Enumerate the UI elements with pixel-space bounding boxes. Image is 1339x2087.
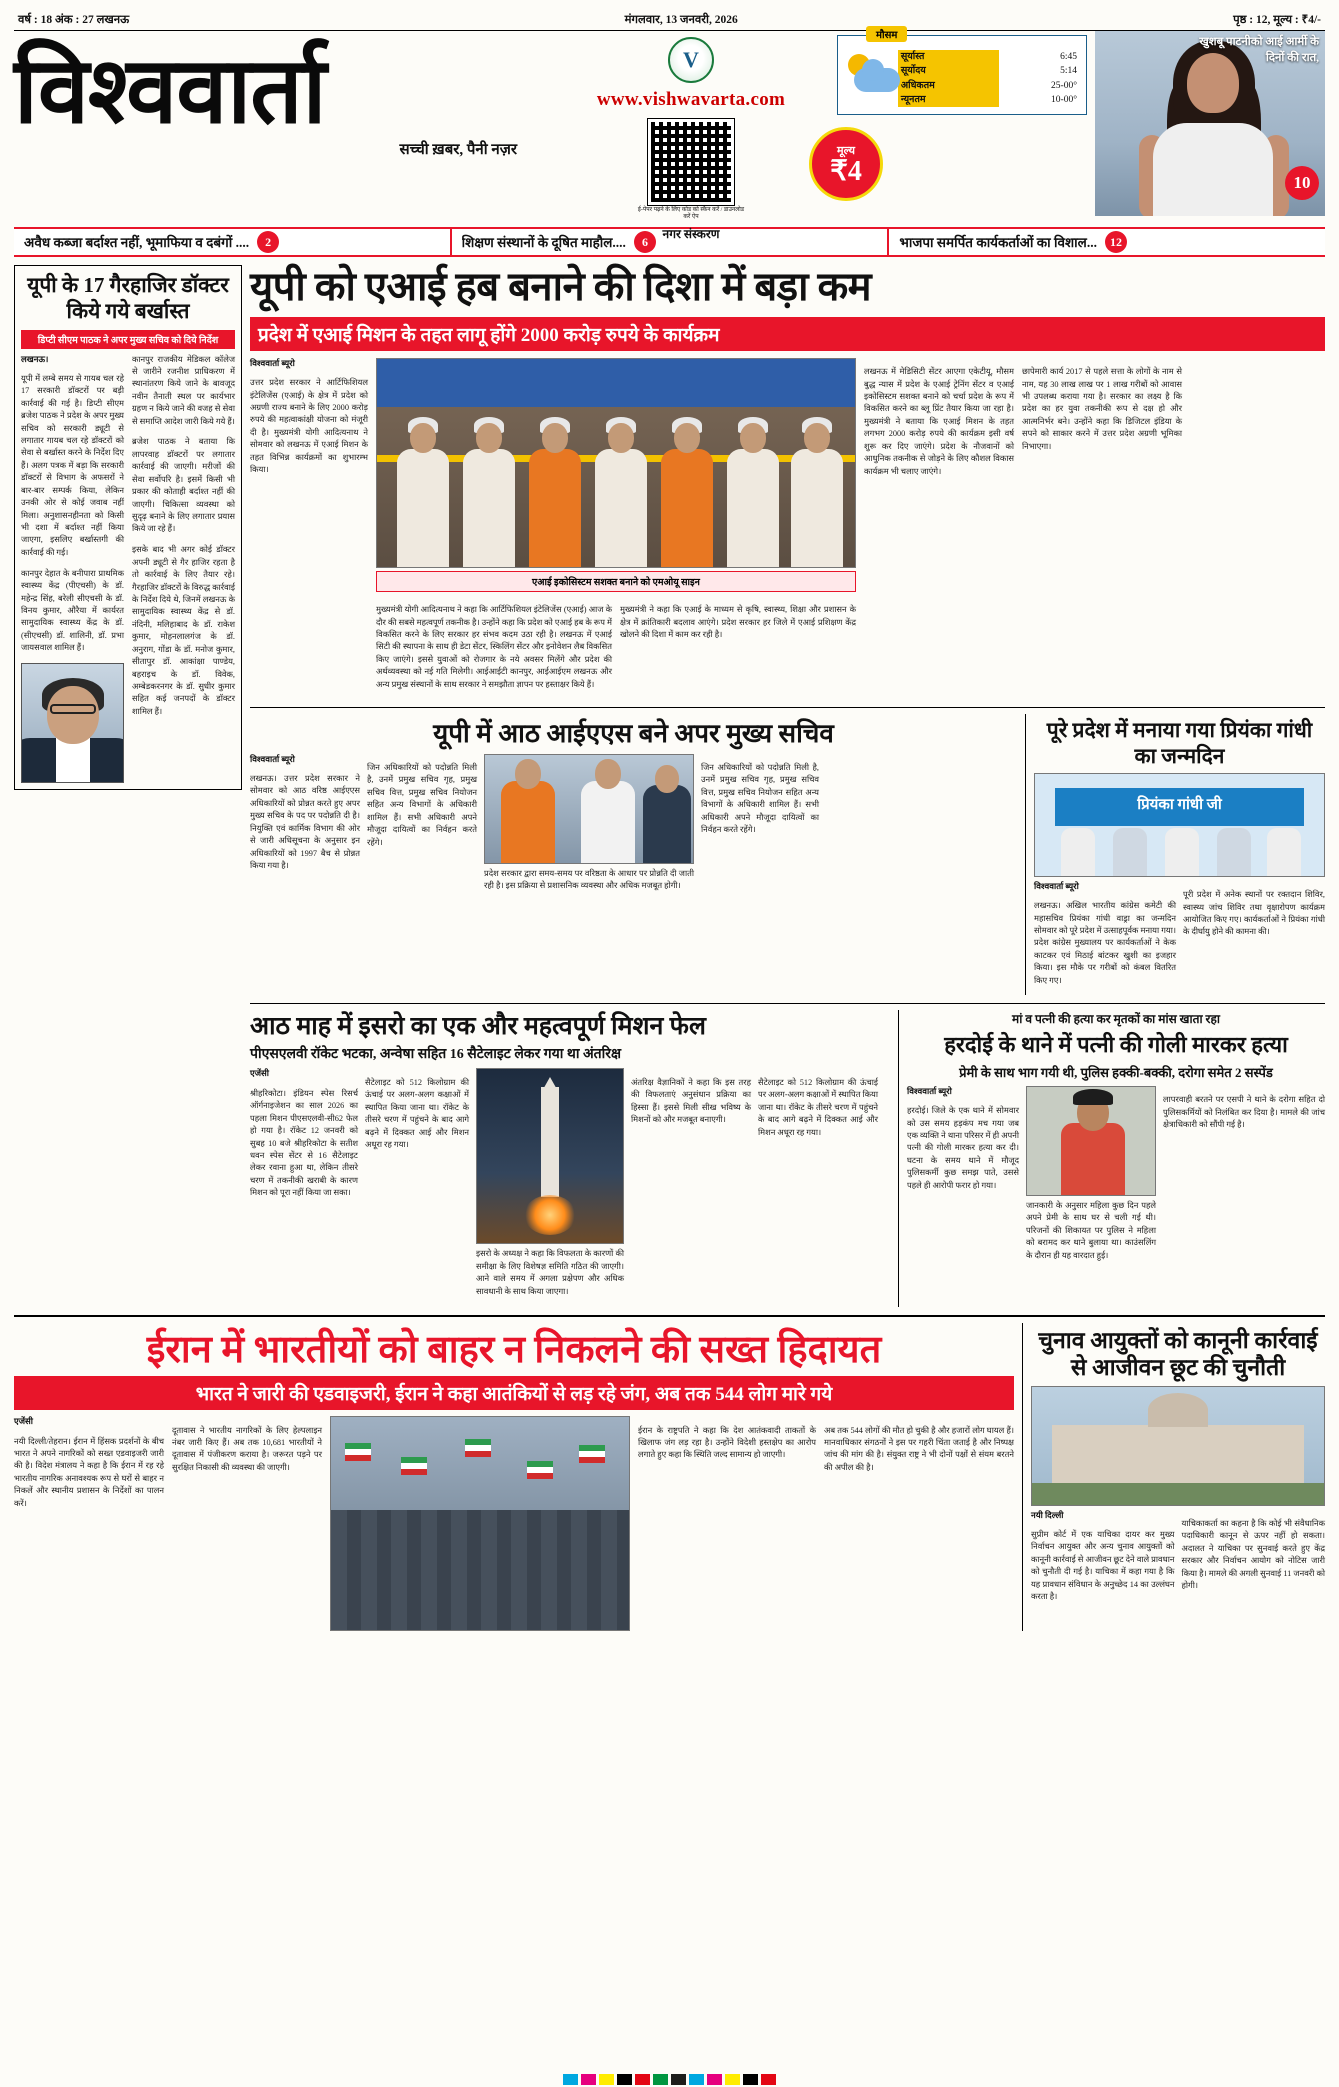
- isro-story: [250, 1010, 890, 1306]
- top-strip: [14, 10, 1325, 31]
- iran-col3: ईरान के राष्ट्रपति ने कहा कि देश आतंकवादी ताकतों के खिलाफ जंग लड़ रहा है। उन्होंने विदेशी हस्तक्षेप का आरोप लगाते हुए कहा कि स्थिति जल्द सामान्य हो जाएगी।: [638, 1425, 816, 1460]
- index-item-1-page: 6: [634, 231, 656, 253]
- lead-col4-text: छापेमारी कार्य 2017 से पहले सत्ता के लोगों के नाम से नाम, यह 30 लाख लाख पर 1 लाख गरीबों को आवास भी उपलब्ध कराया गया है। सरकार का लक्ष्य है कि प्रदेश का हर युवा तकनीकी रूप से दक्ष हो और आत्मनिर्भर बने। उन्होंने कहा कि डिजिटल इंडिया के सपने को साकार करने में उत्तर प्रदेश अग्रणी भूमिका निभाएगा।: [1022, 367, 1182, 451]
- index-item-2-text: भाजपा समर्पित कार्यकर्ताओं का विशाल...: [899, 235, 1097, 250]
- main-content: [14, 265, 1325, 1307]
- weather-value-1: 5:14: [1060, 66, 1077, 77]
- lead-photo-caption: एआई इकोसिस्टम सशक्त बनाने को एमओयू साइन: [376, 571, 856, 592]
- weather-value-0: 6:45: [1060, 52, 1077, 62]
- lead-underphoto-text: मुख्यमंत्री ने कहा कि एआई के माध्यम से कृषि, स्वास्थ्य, शिक्षा और प्रशासन के क्षेत्र में क्रांतिकारी बदलाव आएंगे। प्रदेश सरकार हर जिले में एआई प्रशिक्षण केंद्र खोलने की दिशा में काम कर रही है।: [620, 605, 856, 639]
- court-headline: चुनाव आयुक्तों को कानूनी कार्रवाई से आजीवन छूट की चुनौती: [1038, 1327, 1318, 1381]
- doctors-body-5: इसके बाद भी अगर कोई डॉक्टर अपनी ड्यूटी से गैर हाजिर रहता है तो कार्रवाई के लिए तैयार रहे। गैरहाजिर डॉक्टरों के विरुद्ध कार्रवाई के निर्देश दिये थे, जिनमें लखनऊ के सामुदायिक स्वास्थ्य केंद्र से डॉ. नंदिनी, मलिहाबाद के डॉ. राकेश कुमार, मोहनलालगंज के डॉ. अनुराग, गोंडा के डॉ. मनोज कुमार, सीतापुर डॉ. आकांक्षा पाण्डेय, बहराइच के डॉ. विवेक, अम्बेडकरनगर के डॉ. सुधीर कुमार सहित कई जनपदों के डॉक्टर शामिल हैं।: [132, 545, 235, 716]
- priyanka-byline: विश्ववार्ता ब्यूरो: [1034, 880, 1079, 891]
- isro-col1: श्रीहरिकोटा। इंडियन स्पेस रिसर्च ऑर्गनाइजेशन का साल 2026 का पहला मिशन पीएसएलवी-सी62 फेल हो गया है। रॉकेट 12 जनवरी को सुबह 10 बजे श्रीहरिकोटा के सतीश धवन स्पेस सेंटर से 16 सैटेलाइट लेकर रवाना हुआ था, लेकिन तीसरे चरण में तकनीकी खराबी के कारण मिशन को पूरा नहीं किया जा सका।: [250, 1088, 358, 1198]
- supreme-court-photo: [1031, 1386, 1325, 1506]
- doctors-portrait-photo: [21, 663, 124, 783]
- lead-col-1: [250, 358, 368, 700]
- iran-story: [14, 1323, 1014, 1632]
- second-row: [250, 707, 1325, 995]
- isro-rocket-photo: [476, 1068, 624, 1244]
- hardoi-col2: जानकारी के अनुसार महिला कुछ दिन पहले अपने प्रेमी के साथ घर से चली गई थी। परिजनों की शिकायत पर पुलिस ने महिला को बरामद कर थाने बुलाया था। काउंसलिंग के दौरान ही यह वारदात हुई।: [1026, 1200, 1156, 1260]
- bottom-row: [14, 1315, 1325, 1632]
- page-price-info: पृष्ठ : 12, मूल्य : ₹4/-: [1233, 14, 1321, 26]
- lead-photo: [376, 358, 856, 568]
- model-caption: खुशबू पाटनीको आई आर्मी के दिनों की रात,: [1199, 36, 1319, 64]
- weather-title: मौसम: [866, 26, 907, 42]
- court-byline: नयी दिल्ली: [1031, 1509, 1064, 1520]
- doctors-byline: लखनऊ।: [21, 353, 49, 364]
- weather-widget: [837, 30, 1087, 115]
- weather-label-3: न्यूनतम: [898, 93, 999, 107]
- cover-model-photo: [1095, 31, 1325, 216]
- isro-subhead: पीएसएलवी रॉकेट भटका, अन्वेषा सहित 16 सैटेलाइट लेकर गया था अंतरिक्ष: [250, 1047, 622, 1063]
- index-item-2[interactable]: [889, 229, 1325, 255]
- ias-story: [250, 714, 1017, 995]
- doctors-body-2: कानपुर देहात के बनीपारा प्राथमिक स्वास्थ्य केंद्र (पीएचसी) के डॉ. महेन्द्र सिंह, बरेली सीएचसी के डॉ. विनय कुमार, औरैया में कार्यरत सामुदायिक स्वास्थ्य केंद्र के डॉ. (सीएचसी) डॉ. शालिनी, डॉ. प्रभा जायसवाल शामिल हैं।: [21, 568, 124, 653]
- priyanka-banner-text: प्रियंका गांधी जी: [1137, 796, 1222, 813]
- hardoi-kicker: मां व पत्नी की हत्या कर मृतकों का मांस खाता रहा: [1012, 1012, 1220, 1027]
- priyanka-headline: पूरे प्रदेश में मनाया गया प्रियंका गांधी का जन्मदिन: [1046, 718, 1313, 768]
- ias-photo: [484, 754, 694, 864]
- lead-photo-block: [376, 358, 856, 700]
- doctors-headline: यूपी के 17 गैरहाजिर डॉक्टर किये गये बर्खास्त: [27, 273, 229, 324]
- hardoi-col1: हरदोई। जिले के एक थाने में सोमवार को उस समय हड़कंप मच गया जब एक व्यक्ति ने थाना परिसर में ही अपनी पत्नी की गोली मारकर हत्या कर दी। घटना के समय थाने में मौजूद पुलिसकर्मी कुछ समझ पाते, उससे पहले ही आरोपी फरार हो गया।: [907, 1106, 1019, 1190]
- court-story: [1022, 1323, 1325, 1632]
- price-value: ₹4: [830, 155, 862, 187]
- emblem-icon: V: [668, 37, 714, 83]
- website-link[interactable]: www.vishwavarta.com: [596, 89, 786, 110]
- left-column: [14, 265, 242, 1307]
- doctors-story: [14, 265, 242, 790]
- iran-subbar: भारत ने जारी की एडवाइजरी, ईरान ने कहा आतंकियों से लड़ रहे जंग, अब तक 544 लोग मारे गये: [14, 1376, 1014, 1410]
- iran-headline: ईरान में भारतीयों को बाहर न निकलने की सख्त हिदायत: [146, 1328, 882, 1371]
- court-col1: सुप्रीम कोर्ट में एक याचिका दायर कर मुख्य निर्वाचन आयुक्त और अन्य चुनाव आयुक्तों को कानूनी कार्रवाई से आजीवन छूट देने वाले प्रावधान को चुनौती दी गई है। याचिका में कहा गया है कि यह प्रावधान संविधान के अनुच्छेद 14 का उल्लंघन करता है।: [1031, 1530, 1175, 1602]
- iran-col2: दूतावास ने भारतीय नागरिकों के लिए हेल्पलाइन नंबर जारी किए हैं। अब तक 10,681 भारतीयों ने दूतावास में पंजीकरण कराया है। जरूरत पड़ने पर सुरक्षित निकासी की व्यवस्था की जाएगी।: [172, 1425, 322, 1472]
- index-item-2-page: 12: [1105, 231, 1127, 253]
- weather-label-0: सूर्यास्त: [898, 50, 999, 64]
- doctors-subbar: डिप्टी सीएम पाठक ने अपर मुख्य सचिव को दिये निर्देश: [21, 330, 235, 349]
- lead-col3-text: लखनऊ में मेडिसिटी सेंटर आएगा एकेटीयू, मौसम बुद्ध न्यास में प्रदेश के एआई ट्रेनिंग सेंटर व एआई इकोसिस्टम सशक्त बनाने को चर्चा प्रदेश के रूप में विकसित करने का ब्लू प्रिंट तैयार किया जा रहा है। मुख्यमंत्री ने बताया कि एआई मिशन के तहत लगभग 2000 करोड़ रुपये की कार्यक्रम इसी वर्ष शुरू कर दिए जाएंगे। प्रदेश के नौजवानों को आधुनिक तकनीक से जोड़ने के लिए कौशल विकास कार्यक्रम भी चलाए जाएंगे।: [864, 367, 1014, 476]
- isro-col3: इसरो के अध्यक्ष ने कहा कि विफलता के कारणों की समीक्षा के लिए विशेषज्ञ समिति गठित की जाएगी। आने वाले समय में अगला प्रक्षेपण और अधिक सावधानी के साथ किया जाएगा।: [476, 1249, 624, 1296]
- iran-col4: अब तक 544 लोगों की मौत हो चुकी है और हजारों लोग घायल हैं। मानवाधिकार संगठनों ने इस पर गहरी चिंता जताई है और निष्पक्ष जांच की मांग की है। संयुक्त राष्ट्र ने भी दोनों पक्षों से संयम बरतने की अपील की है।: [824, 1425, 1014, 1472]
- iran-protest-photo: [330, 1416, 630, 1631]
- center-column: [250, 265, 1325, 1307]
- isro-byline: एजेंसी: [250, 1068, 269, 1079]
- index-item-0-text: अवैध कब्जा बर्दाश्त नहीं, भूमाफिया व दबंगों ....: [24, 235, 250, 250]
- third-row: [250, 1003, 1325, 1306]
- hardoi-col3: लापरवाही बरतने पर एसपी ने थाने के दरोगा सहित दो पुलिसकर्मियों को निलंबित कर दिया है। मामले की जांच क्षेत्राधिकारी को सौंपी गई है।: [1163, 1095, 1325, 1130]
- hardoi-byline: विश्ववार्ता ब्यूरो: [907, 1085, 952, 1096]
- weather-icon: [844, 50, 892, 102]
- masthead-center: [545, 31, 862, 242]
- isro-headline: आठ माह में इसरो का एक और महत्वपूर्ण मिशन फेल: [250, 1013, 706, 1041]
- doctors-body-4: ब्रजेश पाठक ने बताया कि लापरवाह डॉक्टरों पर लगातार कार्रवाई की जाएगी। मरीजों की सेवा सर्वोपरि है। इसमें किसी भी प्रकार की कोताही बर्दाश्त नहीं की जाएगी। चिकित्सा व्यवस्था को सुदृढ़ बनाने के लिए लगातार प्रयास किये जा रहे हैं।: [132, 437, 235, 534]
- qr-caption: ई-पेपर पढ़ने के लिए कोड को स्कैन करें / डाउनलोड करें ऐप: [637, 207, 745, 220]
- hardoi-photo: [1026, 1086, 1156, 1196]
- index-item-0[interactable]: [14, 229, 452, 255]
- isro-col2: सैटेलाइट को 512 किलोग्राम की ऊंचाई पर अलग-अलग कक्षाओं में स्थापित किया जाना था। रॉकेट के तीसरे चरण में पहुंचने के बाद आगे बढ़ने में दिक्कत आई और मिशन अधूरा रह गया।: [365, 1077, 469, 1149]
- ias-col2-text: जिन अधिकारियों को पदोन्नति मिली है, उनमें प्रमुख सचिव गृह, प्रमुख सचिव वित्त, प्रमुख सचिव नियोजन सहित अन्य विभागों के अधिकारी शामिल हैं। सभी अधिकारी अपने मौजूदा दायित्वों का निर्वहन करते रहेंगे।: [367, 762, 477, 847]
- weather-table: [898, 50, 1080, 107]
- doctors-body-3: कानपुर राजकीय मेडिकल कॉलेज से जारीने रजनीश प्राधिकरण में स्थानांतरण किये जाने के बावजूद नवीन तैनाती स्थल पर कार्यभार ग्रहण न किये जाने की वजह से सेवा से समाप्ति आदेश जारी किये गये हैं।: [132, 354, 235, 426]
- weather-label-2: अधिकतम: [898, 79, 999, 93]
- lead-col-4: [1022, 358, 1182, 700]
- publish-date: मंगलवार, 13 जनवरी, 2026: [624, 14, 738, 26]
- page-number-badge: 10: [1285, 166, 1319, 200]
- ias-headline: यूपी में आठ आईएएस बने अपर मुख्य सचिव: [433, 719, 834, 749]
- edition-label: नगर संस्करण: [662, 226, 720, 241]
- isro-col4: अंतरिक्ष वैज्ञानिकों ने कहा कि इस तरह की विफलताएं अनुसंधान प्रक्रिया का हिस्सा हैं। इससे मिली सीख भविष्य के मिशनों को और मजबूत बनाएगी।: [631, 1077, 751, 1125]
- masthead-left: [14, 31, 545, 159]
- weather-label-1: सूर्योदय: [898, 64, 999, 78]
- ias-col3-text: प्रदेश सरकार द्वारा समय-समय पर वरिष्ठता के आधार पर प्रोन्नति दी जाती रही है। इस प्रक्रिया से प्रशासनिक व्यवस्था और अधिक मजबूत होगी।: [484, 868, 694, 891]
- priyanka-photo: [1034, 773, 1325, 877]
- ias-byline: विश्ववार्ता ब्यूरो: [250, 753, 295, 764]
- priyanka-body: लखनऊ। अखिल भारतीय कांग्रेस कमेटी की महासचिव प्रियंका गांधी वाड्रा का जन्मदिन सोमवार को पूरे प्रदेश में उत्साहपूर्वक मनाया गया। प्रदेश कांग्रेस मुख्यालय पर कार्यकर्ताओं ने केक काटकर एवं मिठाई बांटकर खुशी का इजहार किया। इस मौके पर गरीबों को कंबल वितरित किए गए।: [1034, 901, 1176, 985]
- ias-col4-text: जिन अधिकारियों को पदोन्नति मिली है, उनमें प्रमुख सचिव गृह, प्रमुख सचिव वित्त, प्रमुख सचिव नियोजन सहित अन्य विभागों के अधिकारी शामिल हैं। सभी अधिकारी अपने मौजूदा दायित्वों का निर्वहन करते रहेंगे।: [701, 762, 819, 835]
- isro-col5: सैटेलाइट को 512 किलोग्राम की ऊंचाई पर अलग-अलग कक्षाओं में स्थापित किया जाना था। रॉकेट के तीसरे चरण में पहुंचने के बाद आगे बढ़ने में दिक्कत आई और मिशन अधूरा रह गया।: [758, 1077, 879, 1137]
- newspaper-tagline: सच्ची ख़बर, पैनी नज़र: [399, 142, 517, 158]
- lead-subbar: प्रदेश में एआई मिशन के तहत लागू होंगे 2000 करोड़ रुपये के कार्यक्रम: [250, 317, 1325, 351]
- cmyk-registration-bar: [0, 2071, 1339, 2087]
- lead-col-3: [864, 358, 1014, 700]
- doctors-body-1: यूपी में लम्बे समय से गायब चल रहे 17 सरकारी डॉक्टरों पर बड़ी कार्रवाई की गई है। डिप्टी सीएम ब्रजेश पाठक ने प्रदेश के अपर मुख्य सचिव को सरकारी ड्यूटी से लगातार गायब चल रहे डॉक्टरों को सेवा से बर्खास्त करने के निर्देश दिए हैं। अलग पत्रक में बड़ा कि सरकारी डॉक्टरों से विभाग के अफसरों ने बार-बार सम्पर्क किया, लेकिन उनकी ओर से कोई जवाब नहीं मिला। अनुशासनहीनता को किसी भी दशा में बर्दाश्त नहीं किया जाएगा, इसलिए बर्खास्तगी की कार्रवाई की गई।: [21, 373, 124, 557]
- weather-value-2: 25-00°: [1051, 80, 1077, 91]
- ias-lead-text: लखनऊ। उत्तर प्रदेश सरकार ने सोमवार को आठ वरिष्ठ आईएएस अधिकारियों को प्रोन्नत करते हुए अपर मुख्य सचिव के पद पर पदोन्नति दी है। नियुक्ति एवं कार्मिक विभाग की ओर से जारी अधिसूचना के अनुसार इन अधिकारियों को 1997 बैच से प्रोन्नत किया गया है।: [250, 773, 360, 870]
- masthead: [14, 30, 1325, 241]
- index-item-0-page: 2: [257, 231, 279, 253]
- masthead-right: [837, 31, 1325, 216]
- index-item-1-text: शिक्षण संस्थानों के दूषित माहौल....: [461, 235, 626, 250]
- hardoi-subhead: प्रेमी के साथ भाग गयी थी, पुलिस हक्की-बक्की, दरोगा समेत 2 सस्पेंड: [959, 1064, 1273, 1080]
- hardoi-story: [898, 1010, 1325, 1306]
- priyanka-story: [1025, 714, 1325, 995]
- lead-col1-text: उत्तर प्रदेश सरकार ने आर्टिफिशियल इंटेलिजेंस (एआई) के क्षेत्र में प्रदेश को अग्रणी राज्य बनाने के लिए 2000 करोड़ रुपये की महत्वाकांक्षी योजना को मंजूरी दी है। मुख्यमंत्री योगी आदित्यनाथ ने सोमवार को लखनऊ में एआई मिशन के तहत विभिन्न कार्यक्रमों का शुभारम्भ किया।: [250, 378, 368, 475]
- newspaper-logo: विश्ववार्ता: [14, 40, 326, 142]
- iran-col1: नयी दिल्ली/तेहरान। ईरान में हिंसक प्रदर्शनों के बीच भारत ने अपने नागरिकों को सख्त एडवाइजरी जारी की है। विदेश मंत्रालय ने कहा है कि ईरान में रह रहे भारतीय नागरिक अनावश्यक रूप से घरों से बाहर न निकलें और स्थानीय प्रशासन के निर्देशों का पालन करें।: [14, 1436, 164, 1508]
- issue-info: वर्ष : 18 अंक : 27 लखनऊ: [18, 14, 130, 26]
- qr-code-icon[interactable]: [648, 119, 734, 205]
- iran-byline: एजेंसी: [14, 1416, 33, 1427]
- court-col2: याचिकाकर्ता का कहना है कि कोई भी संवैधानिक पदाधिकारी कानून से ऊपर नहीं हो सकता। अदालत ने याचिका पर सुनवाई करते हुए केंद्र सरकार और निर्वाचन आयोग को नोटिस जारी किया है। मामले की अगली सुनवाई 11 जनवरी को होगी।: [1181, 1519, 1325, 1591]
- lead-col2-text: मुख्यमंत्री योगी आदित्यनाथ ने कहा कि आर्टिफिशियल इंटेलिजेंस (एआई) आज के दौर की सबसे महत्वपूर्ण तकनीक है। उन्होंने कहा कि प्रदेश को एआई हब के रूप में विकसित करने के लिए सरकार हर संभव कदम उठा रही है। लखनऊ में एआई सिटी की स्थापना के साथ ही डेटा सेंटर, स्किलिंग सेंटर और इनोवेशन लैब विकसित किए जाएंगे। इससे युवाओं को रोजगार के नये अवसर मिलेंगे और प्रदेश की अर्थव्यवस्था को नई गति मिलेगी। आईआईटी कानपुर, आईआईएम लखनऊ और अन्य प्रमुख संस्थानों के साथ सरकार ने समझौता ज्ञापन पर हस्ताक्षर किये हैं।: [376, 605, 612, 689]
- lead-headline: यूपी को एआई हब बनाने की दिशा में बड़ा कम: [250, 264, 872, 309]
- hardoi-headline: हरदोई के थाने में पत्नी की गोली मारकर हत्या: [944, 1032, 1288, 1058]
- price-label: मूल्य: [837, 144, 855, 157]
- priyanka-body-2: पूरी प्रदेश में अनेक स्थानों पर रक्तदान शिविर, स्वास्थ्य जांच शिविर तथा वृक्षारोपण कार्यक्रम आयोजित किए गए। कार्यकर्ताओं ने प्रियंका गांधी के दीर्घायु होने की कामना की।: [1183, 890, 1325, 937]
- lead-byline: विश्ववार्ता ब्यूरो: [250, 357, 295, 368]
- weather-value-3: 10-00°: [1051, 94, 1077, 105]
- lead-body: [250, 358, 1325, 700]
